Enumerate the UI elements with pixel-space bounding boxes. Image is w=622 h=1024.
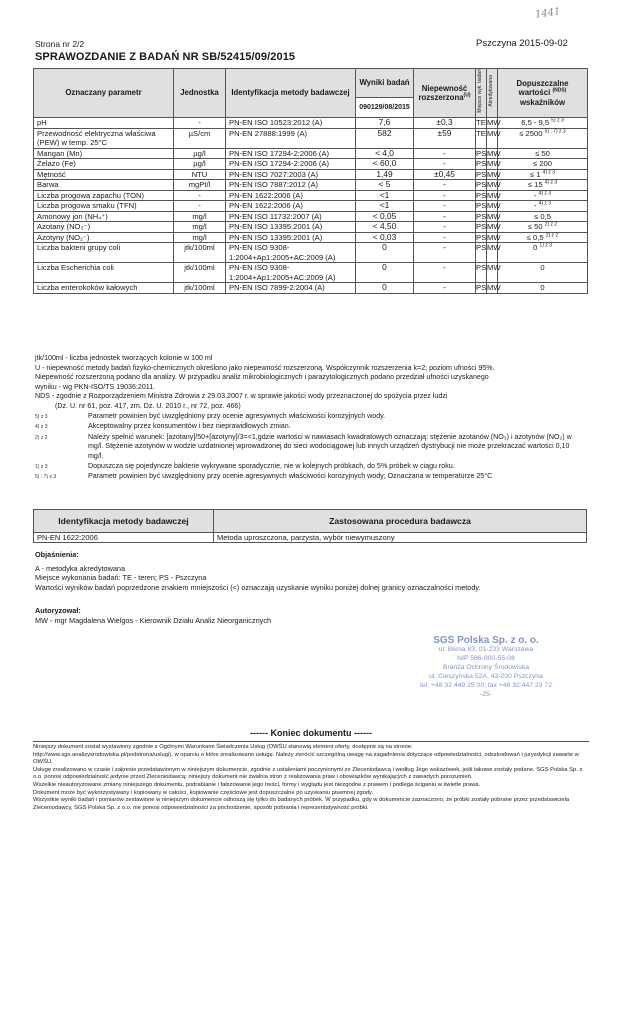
param-cell: Liczba enterokoków kałowych — [34, 283, 174, 294]
legend-section — [35, 550, 575, 626]
note-nds2: (Dz. U. nr 61, poz. 417, zm. Dz. U. 2010 r., nr 72, poz. 466) — [55, 401, 241, 410]
legend-a: A - metodyka akredytowana — [35, 563, 126, 573]
unit-cell: - — [174, 118, 226, 129]
place-cell: PS — [476, 243, 487, 263]
limit-cell: ≤ 0,5 — [498, 211, 588, 222]
page-number: Strona nr 2/2 — [35, 39, 85, 49]
result-cell: <1 — [356, 201, 414, 212]
limit-cell: - $^{4) z 3}$ — [498, 201, 588, 212]
table-row — [34, 222, 588, 233]
limit-cell: ≤ 50 — [498, 148, 588, 159]
note-u: U - niepewność metody badań fizyko-chemicznych określono jako niepewność rozszerzoną. Współczynnik rozszerzenia k=2; poziom ufności 95%. — [35, 363, 495, 372]
accred-cell: MW — [487, 283, 501, 293]
result-cell: 1,49 — [356, 169, 414, 180]
place-cell: PS — [476, 222, 487, 232]
unit-cell: jtk/100ml — [174, 283, 226, 294]
param-cell: Liczba progowa smaku (TFN) — [34, 201, 174, 212]
limit-cell: ≤ 2500 $^{5) ; 7) z 3}$ — [498, 128, 588, 148]
result-cell: < 5 — [356, 180, 414, 191]
result-cell: < 4,0 — [356, 148, 414, 159]
handwritten-note: 1441 — [534, 6, 562, 21]
param-cell: Liczba bakterii grupy coli — [34, 243, 174, 263]
param-cell: Amonowy jon (NH₄⁺) — [34, 211, 174, 222]
footnote: 5) ; 7) z 3 Parametr powinien być uwzględniony przy ocenie agresywnych właściwości korozyjnych wody; Oznaczana w temperaturze 25°C — [35, 472, 493, 481]
authorized-person: MW - mgr Magdalena Wielgos - Kierownik Działu Analiz Nieorganicznych — [35, 615, 272, 625]
place-cell: PS — [476, 180, 487, 190]
place-cell: TE — [476, 118, 486, 128]
unit-cell: mg/l — [174, 222, 226, 233]
footnote: 2) z 2 Należy spełnić warunek: [azotany]/50+[azotyny]/3=<1,gdzie wartości w nawiasach kwadratowych oznaczają: stężenie azotanów (NO₃) i azotynów (NO₂) w mg/l. Stężenie azotynów w wodzie uzdatnionej wprowadzonej do sieci wodociągowej lub innych urządzeń dystrybucji nie może przekraczać wartości 0,10 mg/l. — [35, 432, 572, 460]
uncertainty-cell: - — [414, 243, 476, 263]
accred-cell: MW — [487, 190, 501, 200]
method-cell: PN-EN 1622:2006 (A) — [226, 190, 356, 201]
unit-cell: jtk/100ml — [174, 243, 226, 263]
method-cell: PN-EN ISO 17294-2:2006 (A) — [226, 148, 356, 159]
table-row — [34, 118, 588, 129]
unit-cell: µg/l — [174, 148, 226, 159]
result-cell: 0 — [356, 283, 414, 294]
footnote: 1) z 3 Dopuszcza się pojedyncze bakterie wykrywane sporadycznie, nie w kolejnych próbkach, do 5% próbek w ciągu roku. — [35, 461, 455, 470]
method-cell: PN-EN ISO 13395:2001 (A) — [226, 232, 356, 243]
param-cell: Barwa — [34, 180, 174, 191]
uncertainty-cell: ±59 — [414, 128, 476, 148]
unit-cell: NTU — [174, 169, 226, 180]
limit-cell: 0 — [498, 283, 588, 294]
method-cell: PN-EN 1622:2006 (A) — [226, 201, 356, 212]
footnote-ref: 2) z 2 — [544, 221, 558, 228]
method-cell: PN-EN ISO 10523:2012 (A) — [226, 118, 356, 129]
method-cell: PN-EN 27888:1999 (A) — [226, 128, 356, 148]
uncertainty-cell: ±0,3 — [414, 118, 476, 129]
accred-cell: MW — [487, 201, 501, 211]
accred-cell: MW — [487, 128, 498, 148]
limit-cell: 0 $^{1) z 3}$ — [498, 243, 588, 263]
limit-cell: ≤ 15 $^{4) z 3}$ — [498, 180, 588, 191]
note-u2: Niepewność rozszerzoną podano dla analizy. W przypadku analiz mikrobiologicznych i parazytologicznych podano przedział ufności uzyskanego — [35, 373, 489, 382]
unit-cell: - — [174, 201, 226, 212]
limit-cell: ≤ 0,5 $^{2) z 2}$ — [498, 232, 588, 243]
place-cell: PS — [476, 169, 487, 179]
unit-cell: jtk/100ml — [174, 263, 226, 283]
param-cell: Przewodność elektryczna właściwa (PEW) w temp. 25°C — [34, 128, 174, 148]
param-cell: Mętność — [34, 169, 174, 180]
footnote-ref: 4) z 3 — [538, 200, 552, 207]
accred-cell: MW — [487, 263, 498, 283]
note-jtk: jtk/100ml - liczba jednostek tworzących kolonie w 100 ml — [35, 354, 213, 362]
end-of-document: ------ Koniec dokumentu ------ — [250, 728, 372, 738]
accred-cell: MW — [487, 148, 501, 158]
unit-cell: mg/l — [174, 232, 226, 243]
note-u3: wyniku - wg PKN-ISO/TS 19036:2011. — [35, 382, 156, 391]
param-cell: Liczba progowa zapachu (TON) — [34, 190, 174, 201]
accred-cell: MW — [487, 180, 501, 190]
place-cell: PS — [476, 283, 487, 293]
accred-cell: MW — [487, 222, 501, 232]
table-row — [34, 232, 588, 243]
param-cell: Liczba Escherichia coli — [34, 263, 174, 283]
proc-method: PN-EN 1622:2006 — [34, 533, 214, 543]
unit-cell: - — [174, 190, 226, 201]
table-row — [34, 159, 588, 170]
uncertainty-cell: - — [414, 283, 476, 294]
limit-cell: ≤ 1 $^{4) z 3}$ — [498, 169, 588, 180]
place-cell: PS — [476, 190, 487, 200]
table-row — [34, 283, 588, 294]
limit-cell: 6,5 - 9,5 $^{5) z 3}$ — [498, 118, 588, 129]
table-row — [34, 180, 588, 191]
limit-cell: ≤ 200 — [498, 159, 588, 170]
uncertainty-cell: - — [414, 180, 476, 191]
table-row — [34, 148, 588, 159]
method-cell: PN-EN ISO 13395:2001 (A) — [226, 222, 356, 233]
place-cell: PS — [476, 263, 487, 283]
col-method-header: Identyfikacja metody badawczej — [226, 69, 356, 118]
table-row — [34, 211, 588, 222]
method-cell: PN-EN ISO 7899-2:2004 (A) — [226, 283, 356, 294]
footnote: 5) z 3 Parametr powinien być uwzględniony przy ocenie agresywnych właściwości korozyjnych wody. — [35, 411, 386, 420]
accred-cell: MW — [487, 232, 501, 242]
unit-cell: µS/cm — [174, 128, 226, 148]
uncertainty-cell: - — [414, 263, 476, 283]
param-cell: Azotyny (NO₂⁻) — [34, 232, 174, 243]
proc-procedure-header: Zastosowana procedura badawcza — [214, 510, 587, 533]
uncertainty-cell: - — [414, 201, 476, 212]
col-unit-header: Jednostka — [174, 69, 226, 118]
accred-cell: MW — [487, 211, 501, 221]
accred-cell: MW — [487, 118, 501, 128]
accred-cell: MW — [487, 169, 501, 179]
table-row — [34, 263, 588, 283]
uncertainty-cell: - — [414, 211, 476, 222]
unit-cell: mgPt/l — [174, 180, 226, 191]
limit-cell: 0 — [498, 263, 588, 283]
proc-method-header: Identyfikacja metody badawczej — [34, 510, 214, 533]
col-place-header: Miejsce wyk. badań — [476, 69, 487, 118]
results-table — [33, 68, 588, 294]
result-cell: 0 — [356, 243, 414, 263]
result-cell: < 4,50 — [356, 222, 414, 233]
note-nds: NDS - zgodnie z Rozporządzeniem Ministra Zdrowia z 29.03.2007 r. w sprawie jakości wody przeznaczonej do spożycia przez ludzi — [35, 392, 448, 401]
param-cell: pH — [34, 118, 174, 129]
place-cell: TE — [476, 128, 487, 148]
param-cell: Azotany (NO₃⁻) — [34, 222, 174, 233]
uncertainty-cell: - — [414, 148, 476, 159]
limit-cell: - $^{4) z 3}$ — [498, 190, 588, 201]
footnote-ref: 1) z 3 — [539, 242, 552, 249]
legend-less: Wartości wyników badań poprzedzone znakiem mniejszości (<) oznaczają uzyskanie wyniku poniżej dolnej granicy oznaczalności metody. — [35, 582, 481, 592]
limit-cell: ≤ 50 $^{2) z 2}$ — [498, 222, 588, 233]
result-cell: < 60,0 — [356, 159, 414, 170]
footnote-ref: 2) z 2 — [545, 232, 559, 239]
sample-number: 090129/08/2015 — [356, 98, 414, 118]
result-cell: < 0,05 — [356, 211, 414, 222]
procedure-table — [33, 509, 587, 543]
method-cell: PN-EN ISO 7027:2003 (A) — [226, 169, 356, 180]
footnote: 4) z 3 Akceptowalny przez konsumentów i bez nieprawidłowych zmian. — [35, 422, 291, 431]
place-cell: PS — [476, 201, 487, 211]
footnote-ref: 4) z 3 — [542, 169, 556, 176]
result-cell: <1 — [356, 190, 414, 201]
company-stamp: SGS Polska Sp. z o. o. ul. Bema 83, 01-233 Warszawa NIP 586-000-55-08 Branża Ochrony Środowiska ul. Cieszyńska 52A, 43-200 Pszczyna tel. +48 32 449 25 00; fax +48 32 447 23 72 -25- — [420, 635, 552, 698]
legend-place: Miejsce wykonania badań: TE - teren; PS - Pszczyna — [35, 573, 207, 583]
result-cell: 7,6 — [356, 118, 414, 129]
param-cell: Mangan (Mn) — [34, 148, 174, 159]
uncertainty-cell: - — [414, 222, 476, 233]
footnote-ref: 5) z 3 — [551, 117, 564, 124]
unit-cell: µg/l — [174, 159, 226, 170]
footnote-ref: 4) z 3 — [544, 179, 558, 186]
uncertainty-cell: - — [414, 232, 476, 243]
table-row — [34, 128, 588, 148]
col-param-header: Oznaczany parametr — [34, 69, 174, 118]
accred-cell: MW — [487, 159, 501, 169]
table-row — [34, 169, 588, 180]
result-cell: 0 — [356, 263, 414, 283]
result-cell: < 0,03 — [356, 232, 414, 243]
uncertainty-cell: ±0,45 — [414, 169, 476, 180]
report-title: SPRAWOZDANIE Z BADAŃ NR SB/52415/09/2015 — [35, 51, 296, 63]
footnote-ref: 4) z 3 — [538, 190, 552, 197]
method-cell: PN-EN ISO 11732:2007 (A) — [226, 211, 356, 222]
method-cell: PN-EN ISO 9308-1:2004+Ap1:2005+AC:2009 (A) — [226, 263, 356, 283]
proc-procedure: Metoda uproszczona, parzysta, wybór niewymuszony — [214, 533, 587, 543]
disclaimer: Niniejszy dokument został wystawiony zgodnie z Ogólnymi Warunkami Świadczenia Usług (OWŚU stanowią element oferty, dostępne są na stronie: http://www.sgs.analizysrodowiska.pl/podstrona/uslugi), w oparciu o które zrealizowano usługę. Należy zwrócić szczególną uwagę na zagadnienia dotyczące odpowiedzialności, odszkodowań i jurysdykcji zawarte w OWŚU. Usługę zrealizowano w czasie i zakresie przedstawionym w niniejszym dokumencie, zgodnie z ustaleniami poczynionymi ze Zleceniodawcą i według Jego wskazówek, jeśli takowe zostały podane. SGS Polska Sp. z o.o. ponosi odpowiedzialność jedynie przed Zleceniodawcą; niniejszy dokument nie zwalnia stron z realizowania praw i obowiązków wynikających z zawartych porozumień. Wszelkie nieautoryzowane zmiany niniejszego dokumentu, podrabianie i fałszowanie jego treści, formy i wyglądu jest niezgodne z prawem i podlega ściganiu w świetle prawa. Dokument może być wykorzystywany i kopiowany w całości, kopiowanie częściowe jest dopuszczalne po uzyskaniu pisemnej zgody. Wszystkie wyniki badań i pomiarów zestawione w niniejszym dokumencie odnoszą się tylko do badanych próbek. W przypadku, gdy w dokumencie zaznaczono, że próbki zostały pobrane przez przedstawiciela Zleceniodawcy, SGS Polska Sp. z o.o. nie ponosi odpowiedzialności za pochodzenie, sposób pobrania i reprezentatywność próbki. — [33, 741, 589, 812]
col-limits-header: Dopuszczalne wartości $^{(NDS)}$ wskaźników — [498, 69, 588, 118]
col-results-header: Wyniki badań — [356, 69, 414, 98]
result-cell: 582 — [356, 128, 414, 148]
authorized-heading: Autoryzował: — [35, 606, 81, 616]
legend-heading: Objaśnienia: — [35, 550, 79, 559]
place-cell: PS — [476, 159, 487, 169]
uncertainty-cell: - — [414, 190, 476, 201]
place-cell: PS — [476, 148, 487, 158]
accred-cell: MW — [487, 243, 498, 263]
table-row — [34, 190, 588, 201]
param-cell: Żelazo (Fe) — [34, 159, 174, 170]
footnote-ref: 5) ; 7) z 3 — [544, 128, 566, 135]
unit-cell: mg/l — [174, 211, 226, 222]
method-cell: PN-EN ISO 9308-1:2004+Ap1:2005+AC:2009 (A) — [226, 243, 356, 263]
notes-section — [35, 354, 575, 483]
table-row — [34, 243, 588, 263]
col-accred-header: Akredytowana — [487, 69, 498, 118]
place-cell: PS — [476, 211, 487, 221]
method-cell: PN-EN ISO 17294-2:2006 (A) — [226, 159, 356, 170]
table-row — [34, 201, 588, 212]
method-cell: PN-EN ISO 7887:2012 (A) — [226, 180, 356, 191]
col-uncert-header: Niepewność rozszerzona$^{(U)}$ — [414, 69, 476, 118]
place-cell: PS — [476, 232, 487, 242]
uncertainty-cell: - — [414, 159, 476, 170]
place-date: Pszczyna 2015-09-02 — [476, 38, 568, 49]
